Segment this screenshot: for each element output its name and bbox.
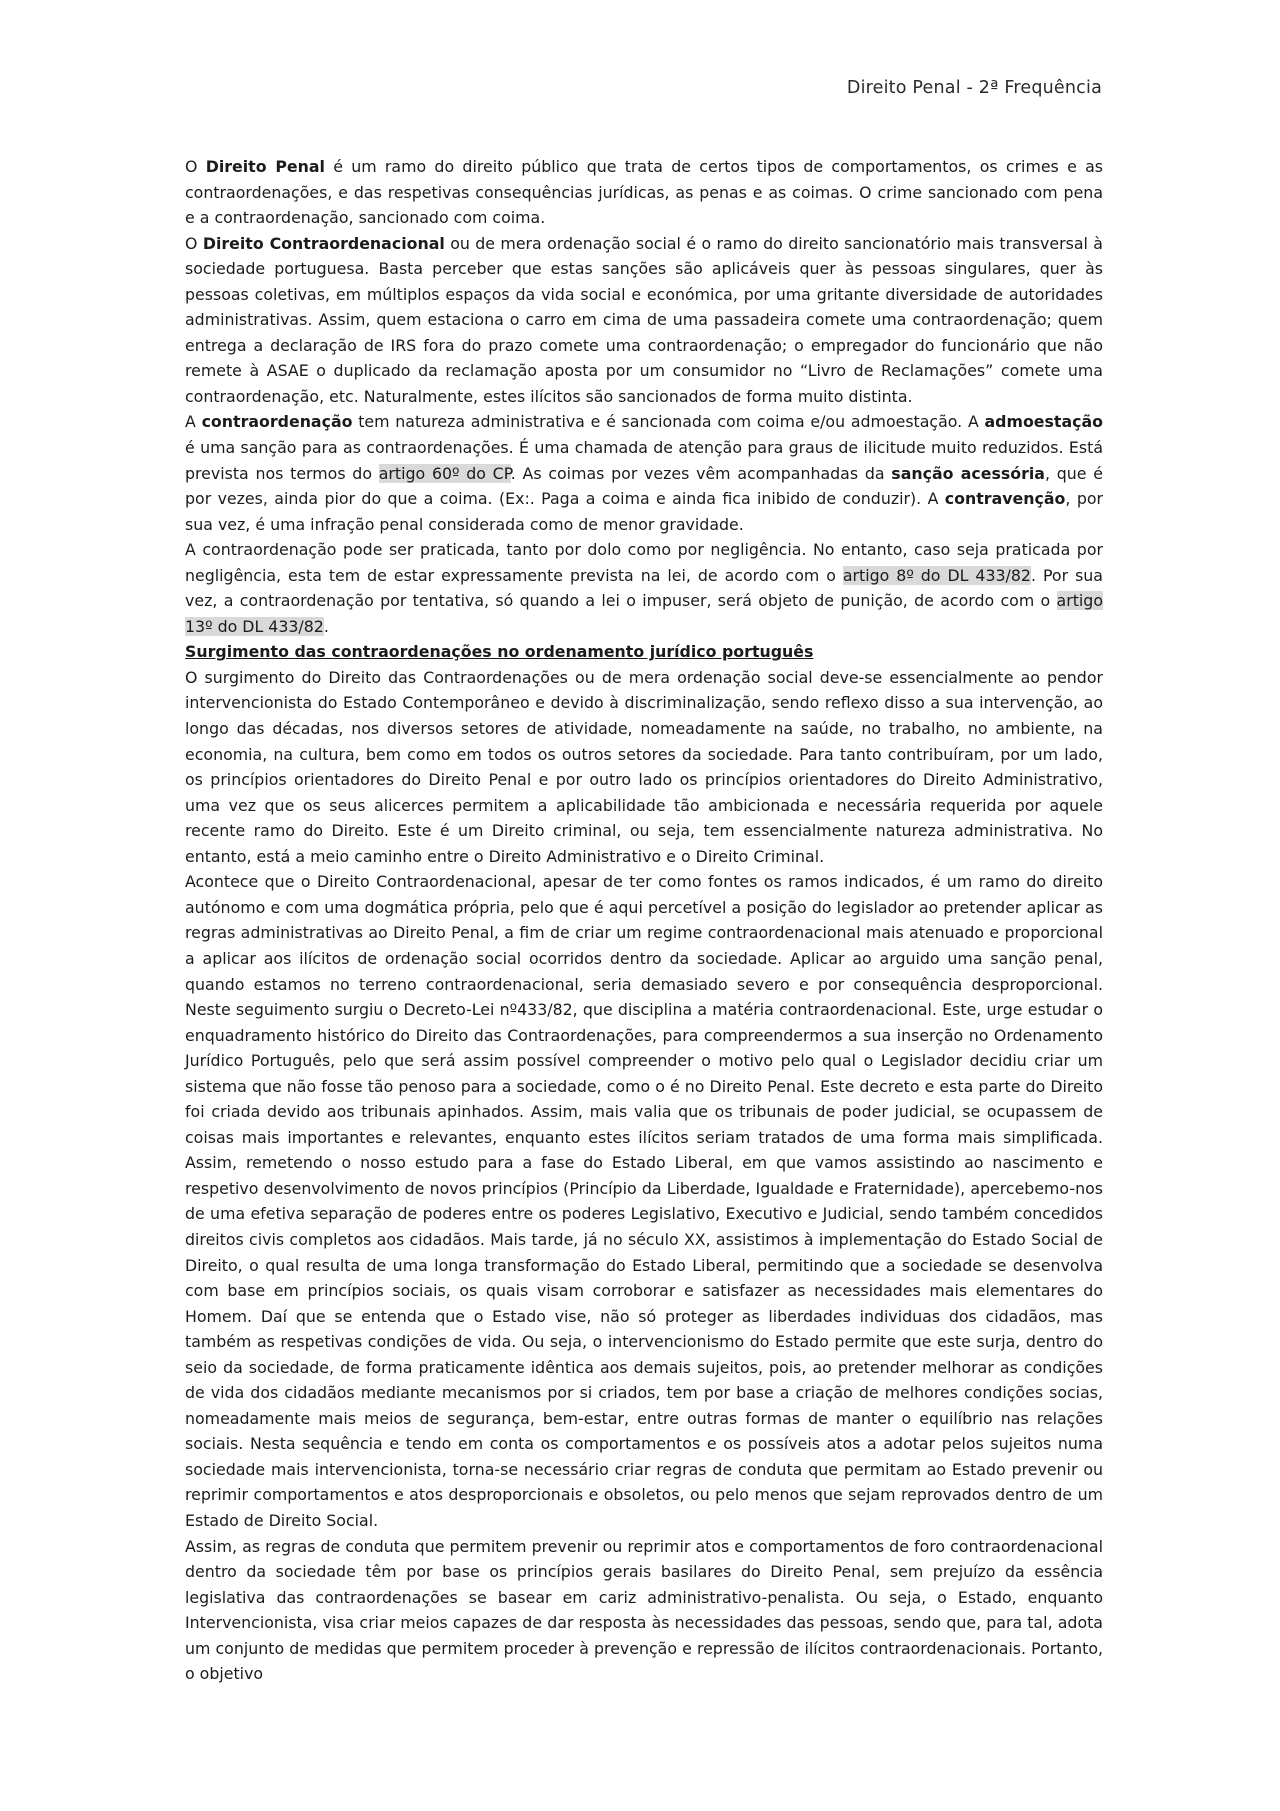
text-run: . As coimas por vezes vêm acompanhadas da — [510, 463, 892, 483]
bold-term: contraordenação — [201, 412, 353, 432]
text-run: O — [185, 233, 203, 253]
text-run: . Por sua vez, a contraordenação por tentativa, só quando a lei o impuser, será objeto de punição, de acordo com o — [185, 565, 1103, 611]
bold-term: Direito Contraordenacional — [202, 233, 445, 253]
text-run: A contraordenação pode ser praticada, tanto por dolo como por negligência. No entanto, caso seja praticada por negligência, esta tem de estar expressamente prevista na lei, de acordo com o — [185, 540, 1103, 585]
paragraph-contraordenacao — [185, 409, 1103, 537]
paragraph-regras-conduta: Assim, as regras de conduta que permitem prevenir ou reprimir atos e comportamentos de foro contraordenacional dentro da sociedade têm por base os princípios gerais basilares do Direito Penal, sem prejuízo da essência legislativa das contraordenações se basear em cariz administrativo-penalista. Ou seja, o Estado, enquanto Intervencionista, visa criar meios capazes de dar resposta às necessidades das pessoas, sendo que, para tal, adota um conjunto de medidas que permitem proceder à prevenção e repressão de ilícitos contraordenacionais. Portanto, o objetivo — [185, 1536, 1103, 1684]
text-run: tem natureza administrativa e é sancionada com coima e/ou admoestação. A — [352, 412, 985, 432]
text-run: O — [185, 157, 206, 176]
section-title: Surgimento das contraordenações no ordenamento jurídico português — [185, 642, 814, 662]
paragraph-direito-penal — [185, 154, 1103, 231]
paragraph-surgimento: O surgimento do Direito das Contraordenações ou de mera ordenação social deve-se essencialmente ao pendor intervencionista do Estado Contemporâneo e devido à discriminalização, sendo reflexo disso a sua intervenção, ao longo das décadas, nos diversos setores de atividade, nomeadamente na saúde, no trabalho, no ambiente, na economia, na cultura, bem como em todos os outros setores da sociedade. Para tanto contribuíram, por um lado, os princípios orientadores do Direito Penal e por outro lado os princípios orientadores do Direito Administrativo, uma vez que os seus alicerces permitem a aplicabilidade tão ambicionada e necessária requerida por aquele recente ramo do Direito. Este é um Direito criminal, ou seja, tem essencialmente natureza administrativa. No entanto, está a meio caminho entre o Direito Administrativo e o Direito Criminal. — [185, 667, 1103, 866]
text-run: , que é por vezes, ainda pior do que a coima. (Ex:. Paga a coima e ainda fica inibido de conduzir). A — [185, 463, 1103, 509]
paragraph-dolo-negligencia — [185, 537, 1103, 639]
bold-term: Direito Penal — [205, 157, 325, 176]
bold-term: admoestação — [984, 412, 1103, 432]
text-run: é uma sanção para as contraordenações. É uma chamada de atenção para graus de ilicitude muito reduzidos. Está prevista nos termos do — [185, 438, 1103, 483]
bold-term: sanção acessória — [891, 463, 1045, 483]
paragraph-direito-contraordenacional — [185, 231, 1103, 410]
paragraph-acontece: Acontece que o Direito Contraordenacional, apesar de ter como fontes os ramos indicados, é um ramo do direito autónomo e com uma dogmática própria, pelo que é aqui percetível a posição do legislador ao pretender aplicar as regras administrativas ao Direito Penal, a fim de criar um regime contraordenacional mais atenuado e proporcional a aplicar aos ilícitos de ordenação social ocorridos dentro da sociedade. Aplicar ao arguido uma sanção penal, quando estamos no terreno contraordenacional, seria demasiado severo e por consequência desproporcional. Neste seguimento surgiu o Decreto-Lei nº433/82, que disciplina a matéria contraordenacional. Este, urge estudar o enquadramento histórico do Direito das Contraordenações, para compreendermos a sua inserção no Ordenamento Jurídico Português, pelo que será assim possível compreender o motivo pelo qual o Legislador decidiu criar um sistema que não fosse tão penoso para a sociedade, como o é no Direito Penal. Este decreto e esta parte do Direito foi criada devido aos tribunais apinhados. Assim, mais valia que os tribunais de poder judicial, se ocupassem de coisas mais importantes e relevantes, enquanto estes ilícitos seriam tratados de uma forma mais simplificada. Assim, remetendo o nosso estudo para a fase do Estado Liberal, em que vamos assistindo ao nascimento e respetivo desenvolvimento de novos princípios (Princípio da Liberdade, Igualdade e Fraternidade), apercebemo-nos de uma efetiva separação de poderes entre os poderes Legislativo, Executivo e Judicial, sendo também concedidos direitos civis completos aos cidadãos. Mais tarde, já no século XX, assistimos à implementação do Estado Social de Direito, o qual resulta de uma longa transformação do Estado Liberal, permitindo que a sociedade se desenvolva com base em princípios sociais, os quais visam corroborar e satisfazer as necessidades mais elementares do Homem. Daí que se entenda que o Estado vise, não só proteger as liberdades individuas dos cidadãos, mas também as respetivas condições de vida. Ou seja, o intervencionismo do Estado permite que este surja, dentro do seio da sociedade, de forma praticamente idêntica aos demais sujeitos, pois, ao pretender melhorar as condições de vida dos cidadãos mediante mecanismos por si criados, tem por base a criação de melhores condições socias, nomeadamente mais meios de segurança, bem-estar, entre outras formas de manter o equilíbrio nas relações sociais. Nesta sequência e tendo em conta os comportamentos e os possíveis atos a adotar pelos sujeitos numa sociedade mais intervencionista, torna-se necessário criar regras de conduta que permitam ao Estado prevenir ou reprimir comportamentos e atos desproporcionais e obsoletos, ou pelo menos que sejam reprovados dentro de um Estado de Direito Social. — [185, 872, 1103, 1530]
bold-term: contravenção — [944, 489, 1066, 509]
text-run: , por sua vez, é uma infração penal considerada como de menor gravidade. — [185, 489, 1104, 534]
document-body — [185, 154, 1103, 1687]
text-run: ou de mera ordenação social é o ramo do direito sancionatório mais transversal à sociedade portuguesa. Basta perceber que estas sanções são aplicáveis quer às pessoas singulares, quer às pessoas coletivas, em múltiplos espaços da vida social e económica, por uma gritante diversidade de autoridades administrativas. Assim, quem estaciona o carro em cima de uma passadeira comete uma contraordenação; quem entrega a declaração de IRS fora do prazo comete uma contraordenação; o empregador do funcionário que não remete à ASAE o duplicado da reclamação aposta por um consumidor no “Livro de Reclamações” comete uma contraordenação, etc. Naturalmente, estes ilícitos são sancionados de forma muito distinta. — [185, 233, 1103, 406]
text-run: é um ramo do direito público que trata de certos tipos de comportamentos, os crimes e as contraordenações, e das respetivas consequências jurídicas, as penas e as coimas. O crime sancionado com pena e a contraordenação, sancionado com coima. — [185, 157, 1103, 228]
highlighted-reference: artigo 13º do DL 433/82 — [185, 591, 1103, 636]
highlighted-reference: artigo 60º do CP — [378, 463, 511, 483]
text-run: A — [185, 412, 202, 432]
highlighted-reference: artigo 8º do DL 433/82 — [842, 565, 1031, 585]
text-run: . — [323, 616, 329, 636]
page-header: Direito Penal - 2ª Frequência — [846, 78, 1102, 98]
